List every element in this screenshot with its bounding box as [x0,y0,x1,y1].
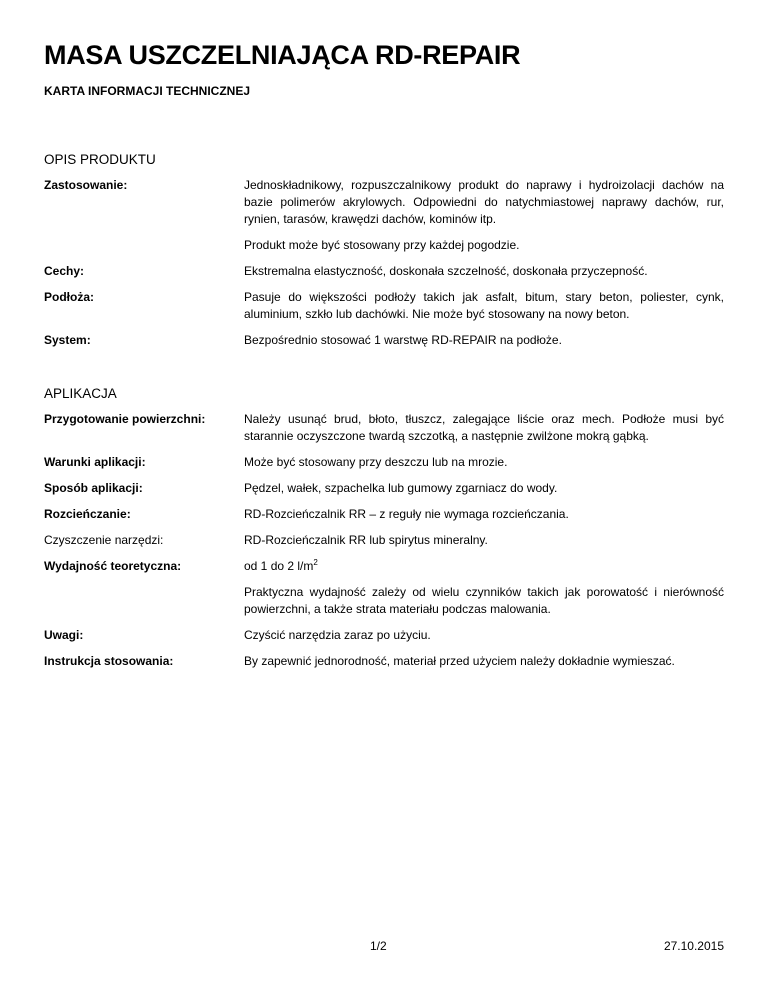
row-value [244,506,724,523]
row-przygotowanie [44,411,724,445]
yield-amount: od 1 do 2 l/m [244,559,314,573]
row-label: Instrukcja stosowania: [44,654,174,668]
row-value [244,263,724,280]
paragraph: Pasuje do większości podłoży takich jak asfalt, bitum, stary beton, poliester, cynk, aluminium, szkło lub dachówki. Nie może być stosowany na nowy beton. [244,290,724,321]
row-label: Zastosowanie: [44,178,128,192]
section-aplikacja [44,386,724,679]
row-value [244,480,724,497]
paragraph: Pędzel, wałek, szpachelka lub gumowy zgarniacz do wody. [244,481,558,495]
paragraph: Ekstremalna elastyczność, doskonała szczelność, doskonała przyczepność. [244,264,648,278]
paragraph: Bezpośrednio stosować 1 warstwę RD-REPAIR na podłoże. [244,333,562,347]
row-value [244,653,724,670]
paragraph: Praktyczna wydajność zależy od wielu czynników takich jak porowatość i nierówność powierzchni, a także strata materiału podczas malowania. [244,585,724,616]
row-label: System: [44,333,91,347]
paragraph: Jednoskładnikowy, rozpuszczalnikowy produkt do naprawy i hydroizolacji dachów na bazie polimerów akrylowych. Odpowiedni do natychmiastowej naprawy dachów, rur, rynien, tarasów, krawędzi dachów, kominów itp. [244,178,724,226]
document-title: MASA USZCZELNIAJĄCA RD-REPAIR [44,40,521,70]
paragraph: Należy usunąć brud, błoto, tłuszcz, zalegające liście oraz mech. Podłoże musi być starannie oczyszczone twardą szczotką, a następnie zwilżone mokrą gąbką. [244,412,724,443]
paragraph: By zapewnić jednorodność, materiał przed użyciem należy dokładnie wymieszać. [244,654,675,668]
row-uwagi [44,627,724,644]
paragraph: Może być stosowany przy deszczu lub na mrozie. [244,455,508,469]
row-label: Przygotowanie powierzchni: [44,412,206,426]
document-subtitle: KARTA INFORMACJI TECHNICZNEJ [44,84,250,98]
row-wydajnosc [44,558,724,618]
row-label: Sposób aplikacji: [44,481,143,495]
row-value [244,558,724,618]
row-system [44,332,724,349]
row-label: Podłoża: [44,290,94,304]
row-value [244,454,724,471]
row-value [244,532,724,549]
row-zastosowanie [44,177,724,254]
yield-value [244,558,724,575]
paragraph: RD-Rozcieńczalnik RR lub spirytus mineralny. [244,533,488,547]
paragraph: Czyścić narzędzia zaraz po użyciu. [244,628,431,642]
section-heading: APLIKACJA [44,386,117,401]
row-label: Czyszczenie narzędzi: [44,533,164,547]
row-label: Uwagi: [44,628,84,642]
row-label: Rozcieńczanie: [44,507,131,521]
paragraph: RD-Rozcieńczalnik RR – z reguły nie wymaga rozcieńczania. [244,507,569,521]
row-label: Cechy: [44,264,85,278]
row-sposob [44,480,724,497]
section-heading: OPIS PRODUKTU [44,152,156,167]
section-opis-produktu [44,152,724,358]
row-value [244,177,724,254]
yield-unit-exponent: 2 [313,558,318,567]
row-warunki [44,454,724,471]
row-value [244,411,724,445]
row-podloza [44,289,724,323]
paragraph: Produkt może być stosowany przy każdej pogodzie. [244,238,520,252]
row-label: Wydajność teoretyczna: [44,559,182,573]
document-date: 27.10.2015 [663,939,724,953]
row-rozcienczanie [44,506,724,523]
row-cechy [44,263,724,280]
page-number: 1/2 [370,939,387,953]
row-instrukcja [44,653,724,670]
row-value [244,332,724,349]
row-label: Warunki aplikacji: [44,455,146,469]
row-czyszczenie [44,532,724,549]
row-value [244,627,724,644]
row-value [244,289,724,323]
